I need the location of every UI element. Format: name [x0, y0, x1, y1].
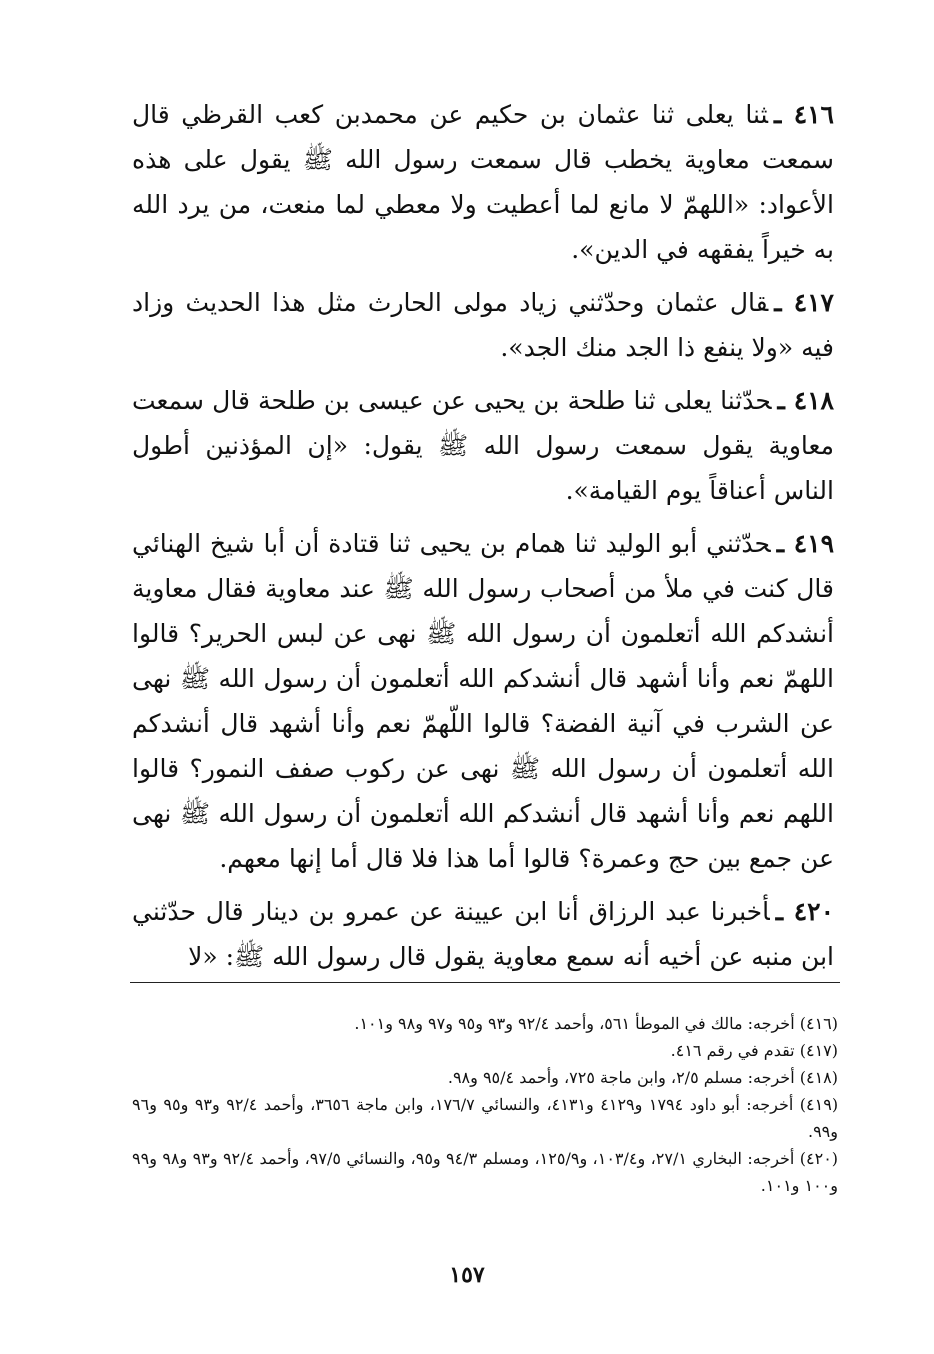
page-number: ١٥٧ [449, 1262, 485, 1288]
hadith-number: ٤٢٠ ـ [775, 897, 835, 926]
hadith-420 [132, 889, 834, 979]
hadith-417 [132, 280, 834, 370]
main-text [132, 92, 834, 987]
footnote: (٤١٦) أخرجه: مالك في الموطأ ٥٦١، وأحمد ٩٢/٤ و٩٣ و٩٥ و٩٧ و٩٨ و١٠١. [354, 1014, 838, 1033]
footnote: (٤١٩) أخرجه: أبو داود ١٧٩٤ و٤١٢٩ و٤١٣١، والنسائي ١٧٦/٧، وابن ماجة ٣٦٥٦، وأحمد ٩٢/٤ و٩٣ و٩٥ و٩٦ و٩٩. [132, 1095, 839, 1141]
hadith-number: ٤١٩ ـ [776, 529, 835, 558]
hadith-number: ٤١٦ ـ [774, 100, 834, 129]
hadith-text: قال عثمان وحدّثني زياد مولى الحارث مثل هذا الحديث وزاد فيه «ولا ينفع ذا الجد منك الجد». [132, 288, 834, 362]
hadith-text: ثنا يعلى ثنا عثمان بن حكيم عن محمدبن كعب القرظي قال سمعت معاوية يخطب قال سمعت رسول الله ﷺ يقول على هذه الأعواد: «اللهمّ لا مانع لما أعطيت ولا معطي لما منعت، من يرد الله به خيراً يفقهه في الدين». [132, 100, 834, 264]
hadith-number: ٤١٧ ـ [774, 288, 834, 317]
footnote: (٤١٧) تقدم في رقم ٤١٦. [670, 1041, 838, 1060]
footnote: (٤١٨) أخرجه: مسلم ٢/٥، وابن ماجة ٧٢٥، وأحمد ٩٥/٤ و٩٨. [447, 1068, 838, 1087]
hadith-419 [132, 521, 834, 881]
hadith-418 [132, 378, 834, 513]
hadith-416 [132, 92, 834, 272]
hadith-text: حدّثني أبو الوليد ثنا همام بن يحيى ثنا قتادة أن أبا شيخ الهنائي قال كنت في ملأ من أصحاب رسول الله ﷺ عند معاوية فقال معاوية أنشدكم الله أتعلمون أن رسول الله ﷺ نهى عن لبس الحرير؟ قالوا اللهمّ نعم وأنا أشهد قال أنشدكم الله أتعلمون أن رسول الله ﷺ نهى عن الشرب في آنية الفضة؟ قالوا اللّهمّ نعم وأنا أشهد قال أنشدكم الله أتعلمون أن رسول الله ﷺ نهى عن ركوب صفف النمور؟ قالوا اللهم نعم وأنا أشهد قال أنشدكم الله أتعلمون أن رسول الله ﷺ نهى عن جمع بين حج وعمرة؟ قالوا أما هذا فلا قال أما إنها معهم. [132, 529, 834, 873]
hadith-text: حدّثنا يعلى ثنا طلحة بن يحيى عن عيسى بن طلحة قال سمعت معاوية يقول سمعت رسول الله ﷺ يقول: «إن المؤذنين أطول الناس أعناقاً يوم القيامة». [132, 386, 834, 505]
footnote-divider [130, 982, 840, 983]
footnote: (٤٢٠) أخرجه: البخاري ٢٧/١، و١٠٣/٤، و١٢٥/٩، ومسلم ٩٤/٣ و٩٥، والنسائي ٩٧/٥، وأحمد ٩٢/٤ و٩٣ و٩٨ و٩٩ و١٠٠ و١٠١. [132, 1149, 839, 1195]
hadith-text: أخبرنا عبد الرزاق أنا ابن عيينة عن عمرو بن دينار قال حدّثني ابن منبه عن أخيه أنه سمع معاوية يقول قال رسول الله ﷺ: «لا [132, 897, 834, 971]
footnotes [132, 1010, 838, 1199]
hadith-number: ٤١٨ ـ [777, 386, 834, 415]
